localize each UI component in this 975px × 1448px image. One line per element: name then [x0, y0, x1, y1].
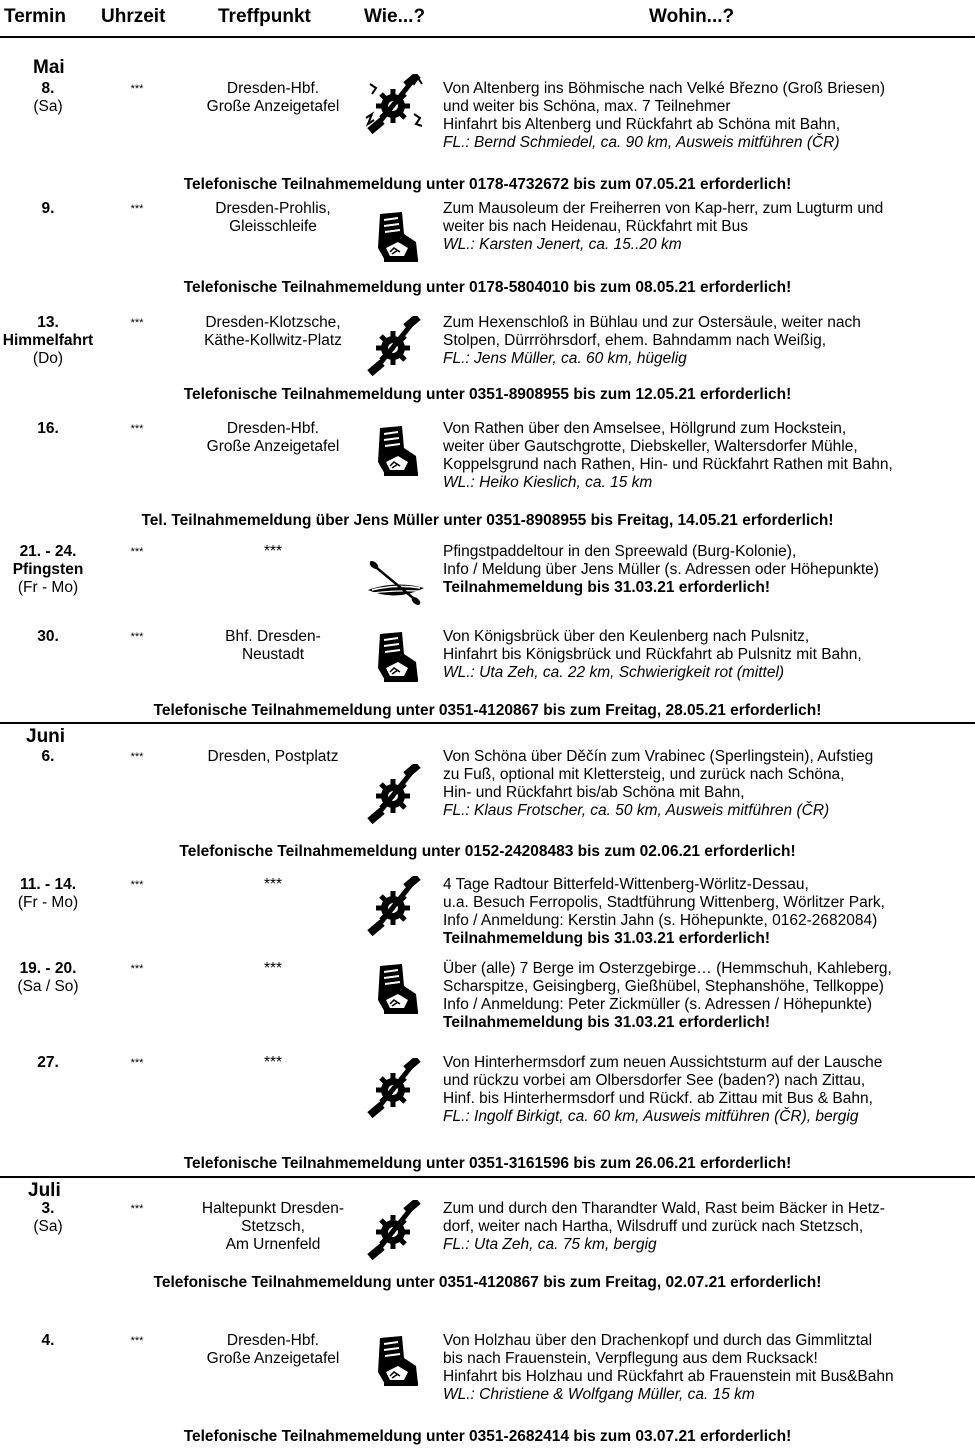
event-date — [0, 1332, 96, 1350]
description-line: Von Schöna über Děčín zum Vrabinec (Sperlingstein), Aufstieg — [443, 748, 874, 765]
date-day: 8. — [41, 80, 55, 97]
month-juli: Juli — [28, 1180, 61, 1201]
meeting-point-line: Große Anzeigetafel — [206, 98, 340, 115]
event-description — [443, 200, 975, 254]
event-time: *** — [130, 423, 144, 435]
description-line: Info / Anmeldung: Peter Zickmüller (s. Adressen / Höhepunkte) — [443, 996, 873, 1013]
meeting-point-line: Große Anzeigetafel — [206, 1350, 340, 1367]
date-day: 27. — [37, 1054, 59, 1071]
meeting-point-line: Dresden-Hbf. — [226, 420, 320, 437]
meeting-point-line: Dresden-Hbf. — [226, 1332, 320, 1349]
date-day: 21. - 24. — [19, 543, 77, 560]
event-date — [0, 876, 96, 912]
event-date — [0, 200, 96, 218]
event-time: *** — [130, 546, 144, 558]
meeting-point-line: Stetzsch, — [241, 1218, 305, 1235]
registration-note: Teilnahmemeldung bis 31.03.21 erforderlich! — [443, 1014, 771, 1031]
tour-leader: WL.: Heiko Kieslich, ca. 15 km — [443, 474, 653, 491]
meeting-point-line: *** — [263, 876, 283, 893]
month-juni: Juni — [26, 726, 66, 747]
date-day: 11. - 14. — [19, 876, 76, 893]
registration-phone-line: Telefonische Teilnahmemeldung unter 0351-4120867 bis zum Freitag, 28.05.21 erforderlich! — [153, 702, 822, 719]
registration-note: Teilnahmemeldung bis 31.03.21 erforderlich! — [443, 930, 771, 947]
meeting-point-line: Große Anzeigetafel — [206, 438, 340, 455]
bike-icon — [364, 1200, 424, 1260]
col-uhrzeit: Uhrzeit — [101, 6, 166, 27]
event-time: *** — [130, 1335, 144, 1347]
meeting-point — [180, 748, 366, 766]
description-line: Info / Anmeldung: Kerstin Jahn (s. Höhepunkte, 0162-2682084) — [443, 912, 878, 929]
meeting-point-line: Neustadt — [241, 646, 305, 663]
registration-phone-line: Telefonische Teilnahmemeldung unter 0351-8908955 bis zum 12.05.21 erforderlich! — [183, 386, 792, 403]
date-day: 16. — [37, 420, 59, 437]
meeting-point — [180, 1054, 366, 1072]
event-date — [0, 1054, 96, 1072]
event-time: *** — [130, 1057, 144, 1069]
tour-leader: WL.: Uta Zeh, ca. 22 km, Schwierigkeit rot (mittel) — [443, 664, 785, 681]
description-line: und weiter bis Schöna, max. 7 Teilnehmer — [443, 98, 731, 115]
month-rule-juli — [0, 1176, 975, 1178]
meeting-point — [180, 80, 366, 116]
event-description — [443, 748, 975, 820]
event-time: *** — [130, 203, 144, 215]
header-rule — [0, 36, 975, 38]
description-line: weiter über Gautschgrotte, Diebskeller, Waltersdorfer Mühle, — [443, 438, 858, 455]
bike-icon — [364, 1058, 424, 1118]
registration-phone-line: Telefonische Teilnahmemeldung unter 0178-5804010 bis zum 08.05.21 erforderlich! — [183, 279, 792, 296]
description-line: u.a. Besuch Ferropolis, Stadtführung Wittenberg, Wörlitzer Park, — [443, 894, 885, 911]
meeting-point-line: Dresden-Hbf. — [226, 80, 320, 97]
date-day: 9. — [41, 200, 55, 217]
description-line: Hin- und Rückfahrt bis/ab Schöna mit Bahn, — [443, 784, 745, 801]
meeting-point — [180, 1332, 366, 1368]
bike-snow-icon — [364, 74, 424, 134]
registration-note: Teilnahmemeldung bis 31.03.21 erforderlich! — [443, 579, 771, 596]
meeting-point-line: Am Urnenfeld — [225, 1236, 321, 1253]
description-line: Von Rathen über den Amselsee, Höllgrund zum Hockstein, — [443, 420, 847, 437]
meeting-point — [180, 543, 366, 561]
meeting-point — [180, 420, 366, 456]
col-termin: Termin — [4, 6, 66, 27]
description-line: Hinf. bis Hinterhermsdorf und Rückf. ab Zittau mit Bus & Bahn, — [443, 1090, 873, 1107]
registration-phone-line: Telefonische Teilnahmemeldung unter 0351-2682414 bis zum 03.07.21 erforderlich! — [183, 1428, 792, 1445]
event-description — [443, 543, 975, 597]
date-day: 4. — [41, 1332, 55, 1349]
event-description — [443, 960, 975, 1032]
kayak-icon — [364, 550, 424, 610]
event-description — [443, 1054, 975, 1126]
description-line: Pfingstpaddeltour in den Spreewald (Burg-Kolonie), — [443, 543, 797, 560]
event-time: *** — [130, 631, 144, 643]
month-rule-juni — [0, 722, 975, 724]
description-line: Von Hinterhermsdorf zum neuen Aussichtsturm auf der Lausche — [443, 1054, 883, 1071]
bike-icon — [364, 876, 424, 936]
description-line: Von Altenberg ins Böhmische nach Velké Březno (Groß Briesen) — [443, 80, 885, 97]
event-date — [0, 748, 96, 766]
registration-phone-line: Telefonische Teilnahmemeldung unter 0178-4732672 bis zum 07.05.21 erforderlich! — [183, 176, 792, 193]
description-line: Hinfahrt bis Altenberg und Rückfahrt ab Schöna mit Bahn, — [443, 116, 841, 133]
description-line: Zum und durch den Tharandter Wald, Rast beim Bäcker in Hetz- — [443, 1200, 885, 1217]
date-weekday: (Fr - Mo) — [17, 579, 79, 596]
description-line: Zum Hexenschloß in Bühlau und zur Ostersäule, weiter nach — [443, 314, 861, 331]
date-weekday: (Sa / So) — [17, 978, 79, 995]
tour-leader: WL.: Christiene & Wolfgang Müller, ca. 15 km — [443, 1386, 755, 1403]
description-line: Hinfahrt bis Königsbrück und Rückfahrt ab Pulsnitz mit Bahn, — [443, 646, 862, 663]
event-date — [0, 420, 96, 438]
description-line: Stolpen, Dürrröhrsdorf, ehem. Bahndamm nach Weißig, — [443, 332, 827, 349]
event-time: *** — [130, 879, 144, 891]
tour-leader: FL.: Bernd Schmiedel, ca. 90 km, Ausweis mitführen (ČR) — [443, 134, 840, 151]
meeting-point-line: Dresden-Prohlis, — [215, 200, 331, 217]
meeting-point-line: Gleisschleife — [229, 218, 317, 235]
meeting-point-line: *** — [263, 1054, 283, 1071]
description-line: 4 Tage Radtour Bitterfeld-Wittenberg-Wörlitz-Dessau, — [443, 876, 809, 893]
event-date — [0, 960, 96, 996]
date-weekday: (Sa) — [33, 98, 63, 115]
tour-leader: WL.: Karsten Jenert, ca. 15..20 km — [443, 236, 682, 253]
date-day: 30. — [37, 628, 59, 645]
description-line: Info / Meldung über Jens Müller (s. Adressen oder Höhepunkte) — [443, 561, 879, 578]
event-time: *** — [130, 83, 144, 95]
meeting-point-line: *** — [263, 960, 283, 977]
description-line: und rückzu vorbei am Olbersdorfer See (baden?) nach Zittau, — [443, 1072, 866, 1089]
description-line: Von Königsbrück über den Keulenberg nach Pulsnitz, — [443, 628, 810, 645]
date-weekday: (Do) — [32, 350, 64, 367]
date-weekday: (Sa) — [33, 1218, 63, 1235]
bike-icon — [364, 316, 424, 376]
description-line: bis nach Frauenstein, Verpflegung aus dem Rucksack! — [443, 1350, 818, 1367]
hiking-boot-icon — [364, 422, 424, 482]
event-time: *** — [130, 751, 144, 763]
description-line: Koppelsgrund nach Rathen, Hin- und Rückfahrt Rathen mit Bahn, — [443, 456, 893, 473]
event-description — [443, 628, 975, 682]
month-mai: Mai — [33, 57, 65, 78]
date-day: 3. — [41, 1200, 55, 1217]
event-date — [0, 314, 96, 368]
meeting-point — [180, 628, 366, 664]
event-date — [0, 1200, 96, 1236]
date-holiday: Pfingsten — [12, 561, 84, 578]
date-weekday: (Fr - Mo) — [17, 894, 79, 911]
hiking-boot-icon — [364, 208, 424, 268]
meeting-point-line: Käthe-Kollwitz-Platz — [204, 332, 342, 349]
event-description — [443, 1200, 975, 1254]
registration-phone-line: Telefonische Teilnahmemeldung unter 0351-3161596 bis zum 26.06.21 erforderlich! — [183, 1155, 792, 1172]
hiking-boot-icon — [364, 628, 424, 688]
col-treffpunkt: Treffpunkt — [218, 6, 311, 27]
hiking-boot-icon — [364, 1332, 424, 1392]
event-description — [443, 80, 975, 152]
meeting-point — [180, 200, 366, 236]
tour-leader: FL.: Uta Zeh, ca. 75 km, bergig — [443, 1236, 657, 1253]
meeting-point — [180, 960, 366, 978]
meeting-point — [180, 876, 366, 894]
tour-leader: FL.: Jens Müller, ca. 60 km, hügelig — [443, 350, 687, 367]
table-header — [0, 0, 975, 34]
date-day: 13. — [37, 314, 59, 331]
description-line: Scharspitze, Geisingberg, Gießhübel, Stephanshöhe, Tellkoppe) — [443, 978, 884, 995]
event-description — [443, 876, 975, 948]
meeting-point-line: Haltepunkt Dresden- — [201, 1200, 345, 1217]
description-line: Über (alle) 7 Berge im Osterzgebirge… (Hemmschuh, Kahleberg, — [443, 960, 892, 977]
tour-leader: FL.: Klaus Frotscher, ca. 50 km, Ausweis mitführen (ČR) — [443, 802, 830, 819]
event-time: *** — [130, 1203, 144, 1215]
description-line: weiter bis nach Heidenau, Rückfahrt mit Bus — [443, 218, 748, 235]
event-time: *** — [130, 963, 144, 975]
meeting-point-line: Dresden-Klotzsche, — [205, 314, 341, 331]
event-description — [443, 1332, 975, 1404]
meeting-point-line: *** — [263, 543, 283, 560]
date-day: 19. - 20. — [19, 960, 77, 977]
event-time: *** — [130, 317, 144, 329]
date-holiday: Himmelfahrt — [2, 332, 94, 349]
meeting-point — [180, 1200, 366, 1254]
description-line: Hinfahrt bis Holzhau und Rückfahrt ab Frauenstein mit Bus&Bahn — [443, 1368, 894, 1385]
meeting-point-line: Dresden, Postplatz — [207, 748, 339, 765]
meeting-point — [180, 314, 366, 350]
hiking-boot-icon — [364, 960, 424, 1020]
description-line: Zum Mausoleum der Freiherren von Kap-herr, zum Lugturm und — [443, 200, 884, 217]
registration-phone-line: Telefonische Teilnahmemeldung unter 0152-24208483 bis zum 02.06.21 erforderlich! — [179, 843, 796, 860]
col-wie: Wie...? — [364, 6, 426, 27]
registration-phone-line: Tel. Teilnahmemeldung über Jens Müller unter 0351-8908955 bis Freitag, 14.05.21 erforderlich! — [141, 512, 834, 529]
col-wohin: Wohin...? — [649, 6, 735, 27]
tour-leader: FL.: Ingolf Birkigt, ca. 60 km, Ausweis mitführen (ČR), bergig — [443, 1108, 859, 1125]
event-date — [0, 628, 96, 646]
registration-phone-line: Telefonische Teilnahmemeldung unter 0351-4120867 bis zum Freitag, 02.07.21 erforderlich! — [153, 1274, 822, 1291]
description-line: Von Holzhau über den Drachenkopf und durch das Gimmlitztal — [443, 1332, 873, 1349]
bike-icon — [364, 764, 424, 824]
description-line: dorf, weiter nach Hartha, Wilsdruff und zurück nach Stetzsch, — [443, 1218, 864, 1235]
event-description — [443, 314, 975, 368]
event-date — [0, 80, 96, 116]
description-line: zu Fuß, optional mit Klettersteig, und zurück nach Schöna, — [443, 766, 845, 783]
event-date — [0, 543, 96, 597]
meeting-point-line: Bhf. Dresden- — [225, 628, 321, 645]
date-day: 6. — [41, 748, 55, 765]
event-description — [443, 420, 975, 492]
